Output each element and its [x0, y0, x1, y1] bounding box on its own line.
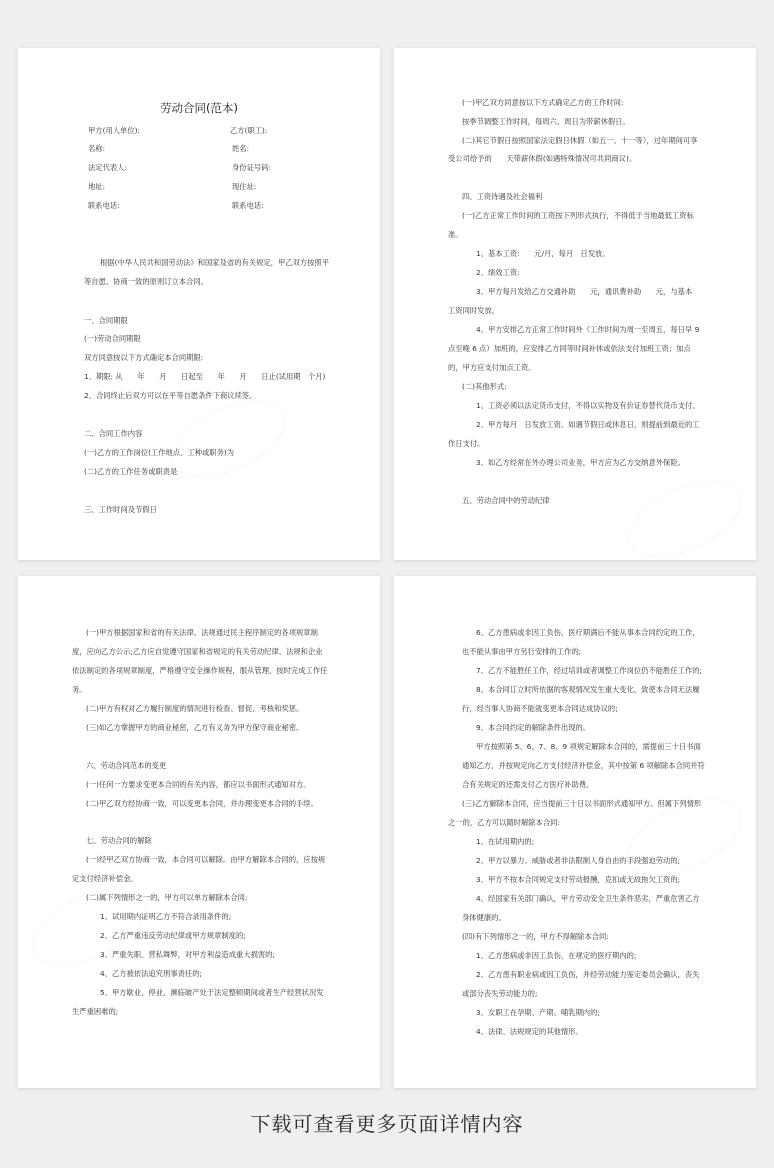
section-heading: 二、合同工作内容 [84, 429, 143, 438]
text-line: 3、甲方不按本合同规定支付劳动报酬，克扣或无故拖欠工资的; [476, 875, 681, 884]
text-line: 3、如乙方经常在外办理公司业务，甲方应为乙方交纳意外保险。 [476, 458, 685, 467]
section-heading: 一、合同期限 [84, 316, 128, 325]
text-line: 工资同时发放。 [448, 306, 500, 315]
text-line: 双方同意按以下方式确定本合同期限: [84, 353, 204, 362]
text-line: 身体健康的。 [462, 913, 506, 922]
text-line: 2、甲方每月 日发放工资。如遇节假日或休息日，则提前到最近的工 [476, 420, 700, 429]
text-line: 3、女职工在孕期、产期、哺乳期内的; [476, 1008, 600, 1017]
document-page-1 [18, 48, 380, 560]
text-line: 1、期限: 从 年 月 日起至 年 月 日止(试用期 个月) [84, 372, 326, 381]
text-line: 按季节调整工作时间，每周六、周日为带薪休假日。 [462, 117, 630, 126]
text-line: 点至晚 6 点）加班的，应安排乙方同等时间补休或依法支付加班工资；加点 [448, 344, 691, 353]
text-line: (二)甲乙双方经协商一致，可以变更本合同，并办理变更本合同的手续。 [86, 799, 318, 808]
text-line: 7、乙方不能胜任工作，经过培训或者调整工作岗位仍不能胜任工作的; [476, 666, 703, 675]
text-line: 6、乙方患病或非因工负伤，医疗期满后不能从事本合同约定的工作， [476, 628, 700, 637]
text-line: (二)甲方有权对乙方履行制度的情况进行检查、督促、考核和奖惩。 [86, 704, 304, 713]
text-line: 4、甲方安排乙方正常工作时间外（工作时间为周一至周五，每日早 9 [476, 325, 700, 334]
text-line: (一)乙方正常工作时间的工资按下列形式执行，不得低于当地最低工资标 [462, 211, 694, 220]
text-line: (二)其他形式: [462, 382, 507, 391]
text-line: 1、在试用期内的; [476, 837, 535, 846]
text-line: 1、基本工资: 元/月，每月 日发放。 [476, 249, 610, 258]
download-more-prompt[interactable]: 下载可查看更多页面详情内容 [250, 1112, 524, 1136]
section-heading: 三、工作时间及节假日 [84, 505, 157, 514]
text-line: 等自愿、协商一致的原则订立本合同。 [84, 277, 209, 286]
text-line: 通知乙方，并按规定向乙方支付经济补偿金，其中按第 6 项解除本合同并符 [462, 761, 705, 770]
watermark [21, 873, 158, 981]
text-line: (三)如乙方掌握甲方的商业秘密，乙方有义务为甲方保守商业秘密。 [86, 723, 304, 732]
text-line: 甲方按照第 5、6、7、8、9 项规定解除本合同的，需提前三十日书面 [476, 742, 701, 751]
party-b-id-field: 身份证号码: [232, 163, 271, 172]
text-line: (二)乙方的工作任务或职责是 [84, 467, 178, 476]
text-line: 1、工资必须以法定货币支付，不得以实物及有价证券替代货币支付。 [476, 401, 700, 410]
text-line: 的，甲方应支付加点工资。 [448, 363, 536, 372]
text-line: (一)任何一方要求变更本合同的有关内容，都应以书面形式通知对方。 [86, 780, 311, 789]
text-line: (一)乙方的工作岗位(工作地点、工种或职务)为 [84, 448, 235, 457]
text-line: 8、本合同订立时所依据的客观情况发生重大变化，致使本合同无法履 [476, 685, 700, 694]
party-a-address-field: 地址: [88, 182, 106, 191]
document-page-2 [394, 48, 756, 560]
text-line: 准。 [448, 230, 463, 239]
text-line: 也不能从事由甲方另行安排的工作的; [462, 647, 582, 656]
text-line: 2、甲方以暴力、威胁或者非法限制人身自由的手段强迫劳动的; [476, 856, 681, 865]
text-line: 依法制定的各项规章制度，严格遵守安全操作规程，服从管理，按时完成工作任 [72, 666, 328, 675]
party-b-name-field: 姓名: [232, 144, 250, 153]
document-page-4 [394, 576, 756, 1088]
text-line: 4、乙方被依法追究刑事责任的; [100, 969, 202, 978]
text-line: 3、甲方每月发给乙方交通补助 元，通讯费补助 元，与基本 [476, 287, 693, 296]
section-heading: 四、工资待遇及社会福利 [462, 192, 543, 201]
text-line: 定支付经济补偿金。 [72, 874, 138, 883]
watermark [617, 465, 754, 560]
text-line: 5、甲方歇业、停业、濒临破产处于法定整顿期间或者生产经营状况发 [100, 988, 324, 997]
section-heading: 七、劳动合同的解除 [86, 836, 152, 845]
party-a-phone-field: 联系电话: [88, 201, 120, 210]
party-b-phone-field: 联系电话: [232, 201, 264, 210]
text-line: (二)属下列情形之一的，甲方可以单方解除本合同: [86, 893, 248, 902]
text-line: 根据(中华人民共和国劳动法》和国家及省的有关规定，甲乙双方按照平 [100, 258, 330, 267]
text-line: 行，经当事人协商不能就变更本合同达成协议的; [462, 704, 618, 713]
document-title: 劳动合同(范本) [160, 101, 238, 115]
text-line: 2、绩效工资: [476, 268, 520, 277]
text-line: 1、试用期内证明乙方不符合录用条件的; [100, 912, 232, 921]
text-line: (二)其它节假日按照国家法定假日休假（如五一、十一等），过年期间可享 [462, 136, 698, 145]
text-line: 作日支付。 [448, 439, 485, 448]
party-b-field: 乙方(职工): [230, 126, 268, 135]
text-line: 4、法律、法规规定的其他情形。 [476, 1027, 583, 1036]
section-heading: 五、劳动合同中的劳动纪律 [462, 496, 550, 505]
party-a-field: 甲方(用人单位): [88, 126, 140, 135]
text-line: 受公司给予的 天带薪休假(如遇特殊情况可共同商议)。 [448, 154, 637, 163]
watermark [161, 385, 298, 493]
text-line: (一)劳动合同期限 [84, 334, 141, 343]
text-line: (一)甲方根据国家和省的有关法律、法规通过民主程序制定的各项规章制 [86, 628, 318, 637]
document-page-3 [18, 576, 380, 1088]
text-line: 务。 [72, 685, 87, 694]
text-line: (三)乙方解除本合同，应当提前三十日以书面形式通知甲方。但属下列情形 [462, 799, 702, 808]
text-line: 4、经国家有关部门确认，甲方劳动安全卫生条件恶劣，严重危害乙方 [476, 894, 700, 903]
text-line: (一)甲乙双方同意按以下方式确定乙方的工作时间: [462, 98, 624, 107]
text-line: 之一的，乙方可以随时解除本合同: [448, 818, 560, 827]
text-line: 1、乙方患病或非因工负伤，在规定的医疗期内的; [476, 951, 637, 960]
party-a-rep-field: 法定代表人: [88, 163, 127, 172]
text-line: (四)有下列情形之一的，甲方不得解除本合同: [462, 932, 609, 941]
text-line: 生严重困难的; [72, 1007, 119, 1016]
section-heading: 六、劳动合同范本的变更 [86, 761, 167, 770]
text-line: 2、合同终止后双方可以在平等自愿条件下商议续签。 [84, 391, 257, 400]
text-line: 2、乙方严重违反劳动纪律或甲方规章制度的; [100, 931, 246, 940]
text-line: 度，应向乙方公示;乙方应自觉遵守国家和省规定的有关劳动纪律、法规和企业 [72, 647, 323, 656]
text-line: 3、严重失职、营私舞弊，对甲方利益造成重大损害的; [100, 950, 275, 959]
text-line: 或部分丧失劳动能力的; [462, 989, 538, 998]
party-a-name-field: 名称: [88, 144, 106, 153]
text-line: (一)经甲乙双方协商一致，本合同可以解除。由甲方解除本合同的，应按规 [86, 855, 326, 864]
party-b-address-field: 现住址: [232, 182, 257, 191]
text-line: 2、乙方患有职业病或因工负伤，并经劳动能力鉴定委员会确认，丧失 [476, 970, 700, 979]
text-line: 合有关规定的还需支付乙方医疗补助费。 [462, 780, 594, 789]
text-line: 9、本合同约定的解除条件出现的。 [476, 723, 591, 732]
